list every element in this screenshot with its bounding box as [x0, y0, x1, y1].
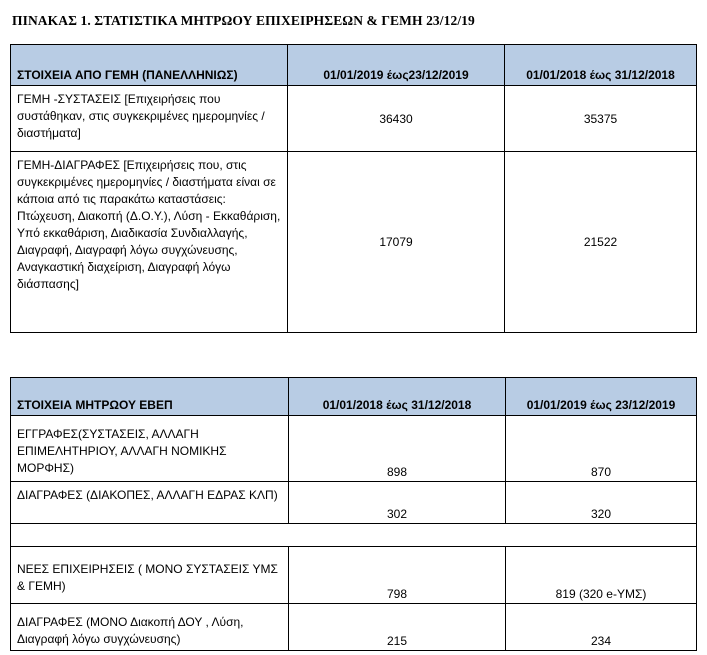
row-label: ΔΙΑΓΡΑΦΕΣ (ΜΟΝΟ Διακοπή ΔΟΥ , Λύση, Διαγραφή λόγω συγχώνευσης)	[11, 604, 289, 651]
row-label: ΕΓΓΡΑΦΕΣ(ΣΥΣΤΑΣΕΙΣ, ΑΛΛΑΓΗ ΕΠΙΜΕΛΗΤΗΡΙΟΥ, ΑΛΛΑΓΗ ΝΟΜΙΚΗΣ ΜΟΡΦΗΣ)	[11, 416, 289, 482]
column-header: 01/01/2019 έως23/12/2019	[288, 45, 505, 86]
table-spacer-row	[11, 524, 697, 547]
row-label: ΓΕΜΗ-ΔΙΑΓΡΑΦΕΣ [Επιχειρήσεις που, στις συγκεκριμένες ημερομηνίες / διαστήματα είναι σε κάποια από τις παρακάτω καταστάσεις: Πτώχευση, Διακοπή (Δ.Ο.Υ.), Λύση - Εκκαθάριση, Υπό εκκαθάριση, Διαδικασία Συνδιαλλαγής, Διαγραφή, Διαγραφή λόγω συγχώνευσης, Αναγκαστική διαχείριση, Διαγραφή λόγω διάσπασης]	[11, 152, 288, 333]
row-label: ΔΙΑΓΡΑΦΕΣ (ΔΙΑΚΟΠΕΣ, ΑΛΛΑΓΗ ΕΔΡΑΣ ΚΛΠ)	[11, 482, 289, 524]
row-label: ΓΕΜΗ -ΣΥΣΤΑΣΕΙΣ [Επιχειρήσεις που συστάθηκαν, στις συγκεκριμένες ημερομηνίες / διαστήματα]	[11, 86, 288, 152]
cell-value: 302	[289, 482, 506, 524]
column-header: 01/01/2018 έως 31/12/2018	[289, 378, 506, 416]
table-row	[11, 482, 697, 524]
column-header: ΣΤΟΙΧΕΙΑ ΜΗΤΡΩΟΥ ΕΒΕΠ	[11, 378, 289, 416]
cell-value: 798	[289, 547, 506, 604]
cell-value: 819 (320 e-ΥΜΣ)	[506, 547, 697, 604]
gemi-statistics-table	[10, 44, 697, 333]
table-row	[11, 86, 697, 152]
cell-value: 870	[506, 416, 697, 482]
table-row	[11, 547, 697, 604]
cell-value: 17079	[288, 152, 505, 333]
column-header: 01/01/2019 έως 23/12/2019	[506, 378, 697, 416]
cell-value: 36430	[288, 86, 505, 152]
spacer-cell	[11, 524, 697, 547]
cell-value: 234	[506, 604, 697, 651]
column-header: 01/01/2018 έως 31/12/2018	[505, 45, 697, 86]
column-header: ΣΤΟΙΧΕΙΑ ΑΠΟ ΓΕΜΗ (ΠΑΝΕΛΛΗΝΙΩΣ)	[11, 45, 288, 86]
cell-value: 35375	[505, 86, 697, 152]
cell-value: 21522	[505, 152, 697, 333]
row-label: ΝΕΕΣ ΕΠΙΧΕΙΡΗΣΕΙΣ ( ΜΟΝΟ ΣΥΣΤΑΣΕΙΣ ΥΜΣ & ΓΕΜΗ)	[11, 547, 289, 604]
document-title: ΠΙΝΑΚΑΣ 1. ΣΤΑΤΙΣΤΙΚΑ ΜΗΤΡΩΟΥ ΕΠΙΧΕΙΡΗΣΕΩΝ & ΓΕΜΗ 23/12/19	[12, 13, 475, 28]
cell-value: 898	[289, 416, 506, 482]
table-header-row	[11, 45, 697, 86]
cell-value: 215	[289, 604, 506, 651]
table-header-row	[11, 378, 697, 416]
cell-value: 320	[506, 482, 697, 524]
table-row	[11, 152, 697, 333]
table-row	[11, 604, 697, 651]
table-row	[11, 416, 697, 482]
ebep-registry-table	[10, 377, 697, 651]
